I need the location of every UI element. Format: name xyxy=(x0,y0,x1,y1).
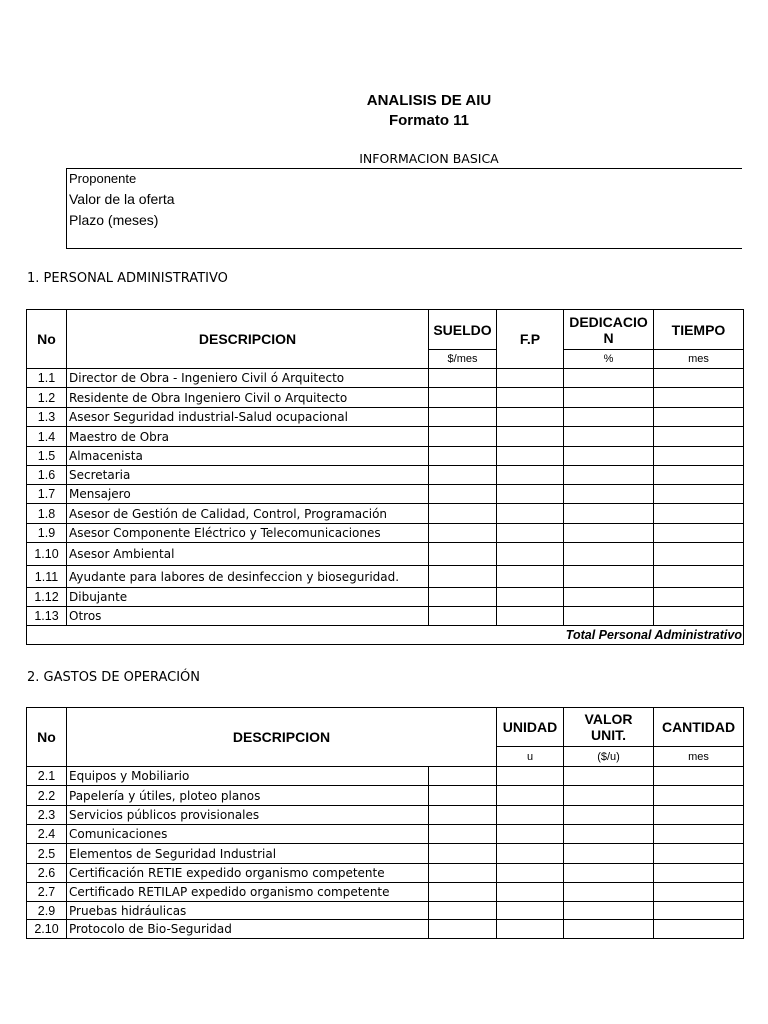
value-cell[interactable] xyxy=(429,566,497,588)
table-row xyxy=(27,920,744,939)
table-row xyxy=(27,864,744,883)
table-row xyxy=(27,408,744,427)
value-cell[interactable] xyxy=(654,504,744,524)
valor-unit: ($/u) xyxy=(564,747,654,767)
col-no-header: No xyxy=(27,708,67,767)
value-cell[interactable] xyxy=(564,844,654,864)
value-cell[interactable] xyxy=(429,524,497,543)
value-cell[interactable] xyxy=(654,920,744,939)
value-cell[interactable] xyxy=(564,825,654,844)
value-cell[interactable] xyxy=(497,786,564,806)
value-cell[interactable] xyxy=(429,883,497,902)
info-heading: INFORMACION BASICA xyxy=(359,151,499,166)
value-cell[interactable] xyxy=(564,543,654,566)
table-row xyxy=(27,543,744,566)
table-row xyxy=(27,786,744,806)
value-cell[interactable] xyxy=(429,466,497,485)
col-sueldo-header: SUELDO xyxy=(429,310,497,350)
row-number: 1.2 xyxy=(27,388,67,408)
value-cell[interactable] xyxy=(564,427,654,447)
row-number: 2.3 xyxy=(27,806,67,825)
value-cell[interactable] xyxy=(654,427,744,447)
row-number: 1.4 xyxy=(27,427,67,447)
row-description: Certificado RETILAP expedido organismo competente xyxy=(67,883,429,902)
value-cell[interactable] xyxy=(564,864,654,883)
row-number: 2.2 xyxy=(27,786,67,806)
col-unidad-header: UNIDAD xyxy=(497,708,564,747)
value-cell[interactable] xyxy=(654,524,744,543)
value-cell[interactable] xyxy=(429,902,497,920)
value-cell[interactable] xyxy=(497,466,564,485)
value-cell[interactable] xyxy=(429,806,497,825)
page-title: ANALISIS DE AIU xyxy=(366,92,492,109)
value-cell[interactable] xyxy=(497,902,564,920)
row-description: Asesor Ambiental xyxy=(67,543,429,566)
table-row xyxy=(27,566,744,588)
sueldo-unit: $/mes xyxy=(429,350,497,369)
table-row xyxy=(27,883,744,902)
row-number: 2.10 xyxy=(27,920,67,939)
value-cell[interactable] xyxy=(654,767,744,786)
value-cell[interactable] xyxy=(564,408,654,427)
row-description: Mensajero xyxy=(67,485,429,504)
value-cell[interactable] xyxy=(429,864,497,883)
col-valor-header: VALOR UNIT. xyxy=(564,708,654,747)
gastos-table xyxy=(26,707,744,939)
value-cell[interactable] xyxy=(429,427,497,447)
value-cell[interactable] xyxy=(654,369,744,388)
col-no-header: No xyxy=(27,310,67,369)
value-cell[interactable] xyxy=(564,767,654,786)
table-row xyxy=(27,447,744,466)
row-description: Equipos y Mobiliario xyxy=(67,767,429,786)
col-desc-header: DESCRIPCION xyxy=(67,310,429,369)
total-personal-label: Total Personal Administrativo xyxy=(27,626,744,645)
value-cell[interactable] xyxy=(654,566,744,588)
row-number: 1.13 xyxy=(27,607,67,626)
value-cell[interactable] xyxy=(564,902,654,920)
row-number: 1.12 xyxy=(27,588,67,607)
value-cell[interactable] xyxy=(497,504,564,524)
table-row xyxy=(27,388,744,408)
row-description: Elementos de Seguridad Industrial xyxy=(67,844,429,864)
value-cell[interactable] xyxy=(564,566,654,588)
row-number: 1.8 xyxy=(27,504,67,524)
value-cell[interactable] xyxy=(564,447,654,466)
value-cell[interactable] xyxy=(654,844,744,864)
value-cell[interactable] xyxy=(564,504,654,524)
value-cell[interactable] xyxy=(564,607,654,626)
col-cantidad-header: CANTIDAD xyxy=(654,708,744,747)
value-cell[interactable] xyxy=(497,485,564,504)
value-cell[interactable] xyxy=(654,543,744,566)
row-number: 1.6 xyxy=(27,466,67,485)
value-cell[interactable] xyxy=(429,825,497,844)
row-description: Asesor Componente Eléctrico y Telecomunicaciones xyxy=(67,524,429,543)
section2-title: 2. GASTOS DE OPERACIÓN xyxy=(27,670,200,685)
row-number: 1.11 xyxy=(27,566,67,588)
valor-oferta-label: Valor de la oferta xyxy=(69,191,175,207)
value-cell[interactable] xyxy=(654,485,744,504)
value-cell[interactable] xyxy=(429,920,497,939)
value-cell[interactable] xyxy=(564,466,654,485)
table-row xyxy=(27,825,744,844)
value-cell[interactable] xyxy=(429,767,497,786)
value-cell[interactable] xyxy=(429,607,497,626)
value-cell[interactable] xyxy=(497,825,564,844)
value-cell[interactable] xyxy=(564,883,654,902)
value-cell[interactable] xyxy=(654,466,744,485)
value-cell[interactable] xyxy=(654,408,744,427)
value-cell[interactable] xyxy=(654,607,744,626)
row-description: Asesor Seguridad industrial-Salud ocupacional xyxy=(67,408,429,427)
value-cell[interactable] xyxy=(429,786,497,806)
table-row xyxy=(27,466,744,485)
value-cell[interactable] xyxy=(654,883,744,902)
row-number: 2.6 xyxy=(27,864,67,883)
row-number: 2.5 xyxy=(27,844,67,864)
value-cell[interactable] xyxy=(654,825,744,844)
value-cell[interactable] xyxy=(429,504,497,524)
value-cell[interactable] xyxy=(497,447,564,466)
table-row xyxy=(27,902,744,920)
value-cell[interactable] xyxy=(429,447,497,466)
row-description: Papelería y útiles, ploteo planos xyxy=(67,786,429,806)
value-cell[interactable] xyxy=(497,607,564,626)
col-fp-header: F.P xyxy=(497,310,564,369)
value-cell[interactable] xyxy=(564,588,654,607)
row-description: Protocolo de Bio-Seguridad xyxy=(67,920,429,939)
value-cell[interactable] xyxy=(429,408,497,427)
value-cell[interactable] xyxy=(497,388,564,408)
value-cell[interactable] xyxy=(497,524,564,543)
tiempo-unit: mes xyxy=(654,350,744,369)
table-row xyxy=(27,369,744,388)
row-number: 1.5 xyxy=(27,447,67,466)
table-row xyxy=(27,806,744,825)
table-row xyxy=(27,607,744,626)
value-cell[interactable] xyxy=(429,844,497,864)
row-description: Ayudante para labores de desinfeccion y bioseguridad. xyxy=(67,566,429,588)
proponente-label: Proponente xyxy=(69,171,137,186)
value-cell[interactable] xyxy=(564,806,654,825)
row-description: Secretaria xyxy=(67,466,429,485)
table-row xyxy=(27,767,744,786)
row-description: Residente de Obra Ingeniero Civil o Arquitecto xyxy=(67,388,429,408)
row-description: Almacenista xyxy=(67,447,429,466)
section1-title: 1. PERSONAL ADMINISTRATIVO xyxy=(27,271,228,286)
value-cell[interactable] xyxy=(654,786,744,806)
value-cell[interactable] xyxy=(564,369,654,388)
value-cell[interactable] xyxy=(429,369,497,388)
table-row xyxy=(27,485,744,504)
personal-table xyxy=(26,309,744,645)
value-cell[interactable] xyxy=(654,388,744,408)
value-cell[interactable] xyxy=(497,408,564,427)
row-number: 2.4 xyxy=(27,825,67,844)
value-cell[interactable] xyxy=(497,369,564,388)
value-cell[interactable] xyxy=(497,883,564,902)
value-cell[interactable] xyxy=(497,588,564,607)
row-description: Otros xyxy=(67,607,429,626)
value-cell[interactable] xyxy=(654,864,744,883)
row-description: Asesor de Gestión de Calidad, Control, Programación xyxy=(67,504,429,524)
value-cell[interactable] xyxy=(497,864,564,883)
table-row xyxy=(27,427,744,447)
value-cell[interactable] xyxy=(654,902,744,920)
row-number: 1.10 xyxy=(27,543,67,566)
value-cell[interactable] xyxy=(497,806,564,825)
table-row xyxy=(27,504,744,524)
row-number: 1.1 xyxy=(27,369,67,388)
value-cell[interactable] xyxy=(429,588,497,607)
value-cell[interactable] xyxy=(564,920,654,939)
row-number: 1.9 xyxy=(27,524,67,543)
value-cell[interactable] xyxy=(497,566,564,588)
table-row xyxy=(27,588,744,607)
row-number: 1.7 xyxy=(27,485,67,504)
value-cell[interactable] xyxy=(497,427,564,447)
value-cell[interactable] xyxy=(564,524,654,543)
row-number: 2.1 xyxy=(27,767,67,786)
table-row xyxy=(27,844,744,864)
col-dedicacion-header: DEDICACIO N xyxy=(564,310,654,350)
row-description: Servicios públicos provisionales xyxy=(67,806,429,825)
dedicacion-unit: % xyxy=(564,350,654,369)
plazo-label: Plazo (meses) xyxy=(69,212,159,228)
value-cell[interactable] xyxy=(429,388,497,408)
col-desc-header: DESCRIPCION xyxy=(67,708,497,767)
row-description: Certificación RETIE expedido organismo competente xyxy=(67,864,429,883)
info-box xyxy=(66,168,742,249)
col-tiempo-header: TIEMPO xyxy=(654,310,744,350)
value-cell[interactable] xyxy=(654,588,744,607)
table-row xyxy=(27,524,744,543)
row-description: Comunicaciones xyxy=(67,825,429,844)
value-cell[interactable] xyxy=(429,543,497,566)
value-cell[interactable] xyxy=(429,485,497,504)
value-cell[interactable] xyxy=(497,543,564,566)
cantidad-unit: mes xyxy=(654,747,744,767)
unidad-unit: u xyxy=(497,747,564,767)
value-cell[interactable] xyxy=(497,844,564,864)
row-description: Pruebas hidráulicas xyxy=(67,902,429,920)
value-cell[interactable] xyxy=(654,806,744,825)
value-cell[interactable] xyxy=(564,485,654,504)
value-cell[interactable] xyxy=(564,786,654,806)
page-subtitle: Formato 11 xyxy=(388,112,470,129)
row-description: Director de Obra - Ingeniero Civil ó Arquitecto xyxy=(67,369,429,388)
row-number: 2.7 xyxy=(27,883,67,902)
row-number: 2.9 xyxy=(27,902,67,920)
value-cell[interactable] xyxy=(564,388,654,408)
row-description: Maestro de Obra xyxy=(67,427,429,447)
value-cell[interactable] xyxy=(497,920,564,939)
row-description: Dibujante xyxy=(67,588,429,607)
value-cell[interactable] xyxy=(654,447,744,466)
row-number: 1.3 xyxy=(27,408,67,427)
value-cell[interactable] xyxy=(497,767,564,786)
